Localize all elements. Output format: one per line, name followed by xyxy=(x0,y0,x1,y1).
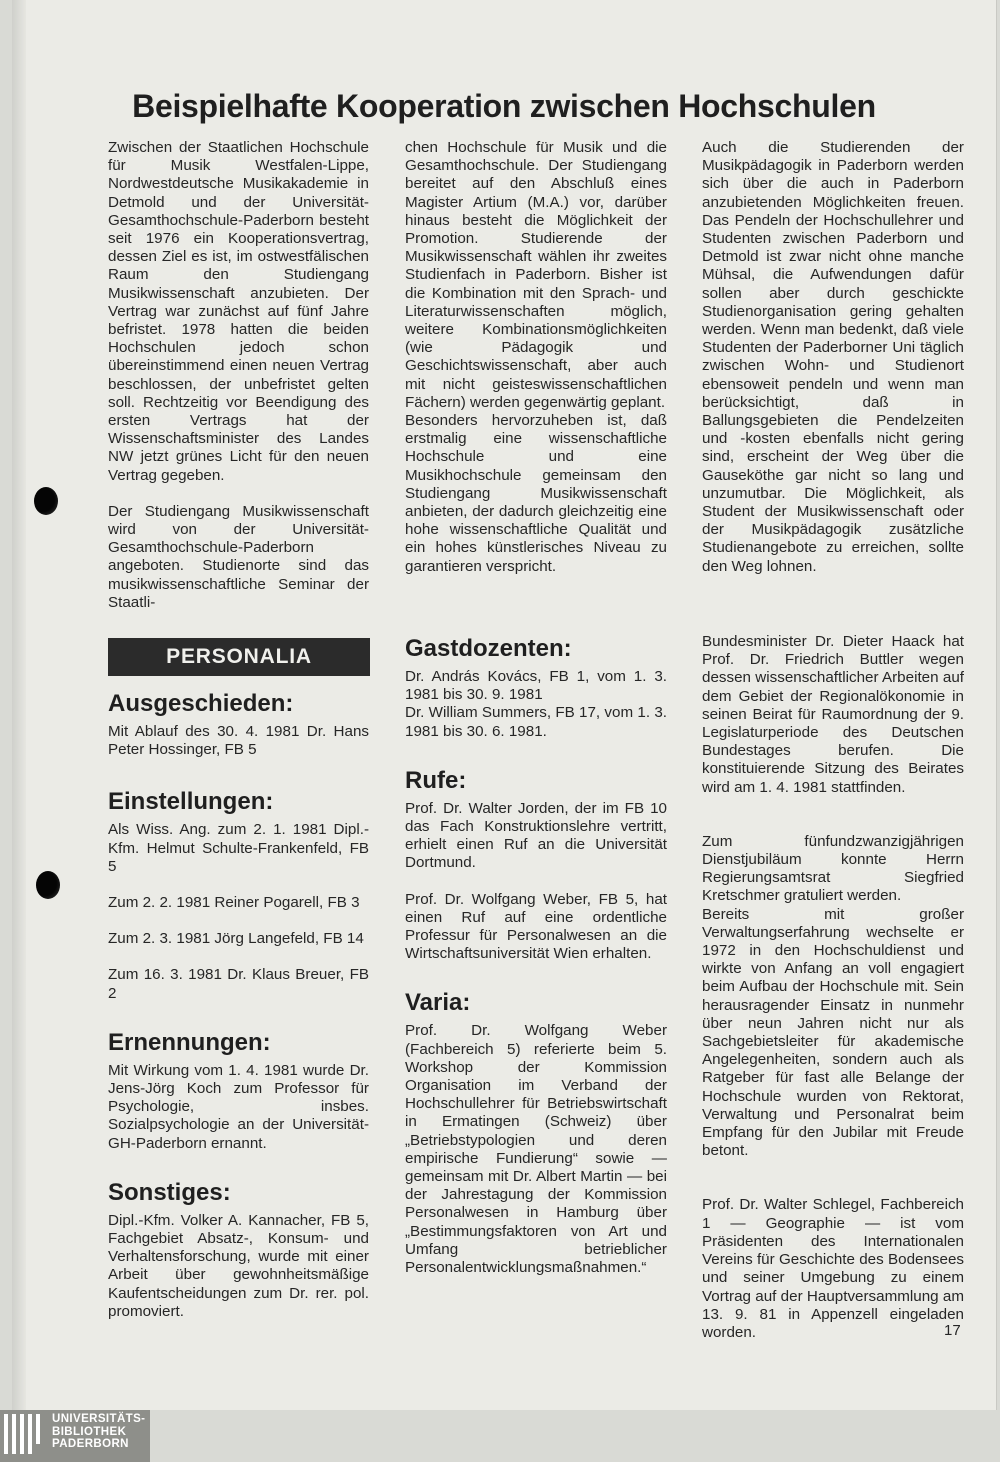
library-logo xyxy=(0,1410,1000,1462)
personalia-column-3 xyxy=(702,633,964,1342)
article-paragraph: chen Hochschule für Musik und die Gesamthochschule. Der Studiengang bereitet auf den Abschluß eines Magister Artium (M.A.) vor, darüber hinaus besteht die Möglichkeit der Promotion. Studierende der Musikwissenschaft wählen ihr zweites Studienfach in Paderborn. Bisher ist die Kombination mit den Sprach- und Literaturwissenschaften möglich, weitere Kombinationsmöglichkeiten (wie Pädagogik und Geschichtswissenschaft, aber auch mit nicht geisteswissenschaftlichen Fächern) werden gegenwärtig geplant. xyxy=(405,139,667,411)
personalia-paragraph: Prof. Dr. Walter Schlegel, Fachbereich 1 — Geographie — ist vom Präsidenten des Internationalen Vereins für Geschichte des Bodensees und seiner Umgebung zu einem Vortrag auf der Hauptversammlung am 13. 9. 81 in Appenzell eingeladen worden. xyxy=(702,1196,964,1341)
rufe-item: Prof. Dr. Walter Jorden, der im FB 10 das Fach Konstruktionslehre vertritt, erhielt einen Ruf an die Universität Dortmund. xyxy=(405,799,667,872)
section-heading-varia: Varia: xyxy=(405,989,471,1017)
library-logo-text xyxy=(52,1413,145,1451)
einstellungen-item: Als Wiss. Ang. zum 2. 1. 1981 Dipl.-Kfm. Helmut Schulte-Frankenfeld, FB 5 xyxy=(108,821,369,875)
article-paragraph: Besonders hervorzuheben ist, daß erstmalig eine wissenschaftliche Hochschule und eine Musikhochschule gemeinsam den Studiengang Musikwissenschaft anbieten, der dadurch gleichzeitig eine hohe wissenschaftliche Qualität und ein hohes künstlerisches Niveau zu garantieren verspricht. xyxy=(405,412,667,575)
punch-hole-icon xyxy=(36,871,60,899)
personalia-paragraph: Bundesminister Dr. Dieter Haack hat Prof. Dr. Friedrich Buttler wegen dessen wissenschaftlicher Arbeiten auf dem Gebiet der Regionalökonomie in seinen Beirat für Raumordnung der 9. Legislaturperiode des Deutschen Bundestages berufen. Die konstituierende Sitzung des Beirates wird am 1. 4. 1981 stattfinden. xyxy=(702,633,964,796)
section-heading-ausgeschieden: Ausgeschieden: xyxy=(108,690,294,717)
article-column-2 xyxy=(405,139,667,576)
gastdozenten-item: Dr. William Summers, FB 17, vom 1. 3. 1981 bis 30. 6. 1981. xyxy=(405,704,667,740)
punch-hole-icon xyxy=(34,487,58,515)
article-paragraph: Der Studiengang Musikwissenschaft wird von der Universität-Gesamthochschule-Paderborn angeboten. Studienorte sind das musikwissenschaftliche Seminar der Staatli- xyxy=(108,502,369,611)
library-logo-line: PADERBORN xyxy=(52,1438,129,1450)
article-title: Beispielhafte Kooperation zwischen Hochschulen xyxy=(132,88,876,124)
page-number: 17 xyxy=(944,1322,961,1339)
library-logo-bars-icon xyxy=(4,1414,40,1454)
personalia-column-1 xyxy=(108,690,369,1321)
ausgeschieden-text: Mit Ablauf des 30. 4. 1981 Dr. Hans Peter Hossinger, FB 5 xyxy=(108,723,369,759)
section-heading-ernennungen: Ernennungen: xyxy=(108,1028,271,1056)
einstellungen-item: Zum 2. 2. 1981 Reiner Pogarell, FB 3 xyxy=(108,894,360,912)
personalia-banner: PERSONALIA xyxy=(108,638,370,676)
einstellungen-item: Zum 2. 3. 1981 Jörg Langefeld, FB 14 xyxy=(108,930,364,948)
personalia-paragraph: Bereits mit großer Verwaltungserfahrung wechselte er 1972 in den Hochschuldienst und wirkte von Anfang an voll engagiert beim Aufbau der Hochschule mit. Sein herausragender Einsatz in nunmehr über neun Jahren nicht nur als Sachgebietsleiter für akademische Angelegenheiten, sondern auch als Ratgeber für fast alle Belange der Hochschule wurden von Rektorat, Verwaltung und Personalrat beim Empfang für den Jubilar mit Freude betont. xyxy=(702,905,964,1160)
ernennungen-text: Mit Wirkung vom 1. 4. 1981 wurde Dr. Jens-Jörg Koch zum Professor für Psychologie, insbes. Sozialpsychologie an der Universität-GH-Paderborn ernannt. xyxy=(108,1061,369,1152)
section-heading-gastdozenten: Gastdozenten: xyxy=(405,635,572,662)
article-paragraph: Auch die Studierenden der Musikpädagogik in Paderborn werden sich über die auch in Paderborn anzubietenden Möglichkeiten freuen. Das Pendeln der Hochschullehrer und Studenten zwischen Paderborn und Detmold ist zwar nicht ohne manche Mühsal, die Aufwendungen dafür sollen aber durch geschickte Studienorganisation gering gehalten werden. Wenn man bedenkt, daß viele Studenten der Paderborner Uni täglich zwischen Wohn- und Studienort ebensoweit pendeln und wenn man berücksichtigt, daß in Ballungsgebieten die Pendelzeiten und -kosten ebenfalls nicht gering sind, erscheint der Weg über die Gauseköthe gar nicht so lang und unzumutbar. Die Möglichkeit, als Student der Musikwissenschaft oder der Musikpädagogik zusätzliche Studienangebote zu erreichen, sollte den Weg lohnen. xyxy=(702,139,964,575)
article-paragraph: Zwischen der Staatlichen Hochschule für Musik Westfalen-Lippe, Nordwestdeutsche Musikakademie in Detmold und der Universität-Gesamthochschule-Paderborn besteht seit 1976 ein Kooperationsvertrag, dessen Ziel es ist, im ostwestfälischen Raum den Studiengang Musikwissenschaft anzubieten. Der Vertrag war zunächst auf fünf Jahre befristet. 1978 hatten die beiden Hochschulen jedoch schon übereinstimmend einen neuen Vertrag beschlossen, der unbefristet gelten soll. Rechtzeitig vor Beendigung des ersten Vertrags hat der Wissenschaftsminister des Landes NW jetzt grünes Licht für den neuen Vertrag gegeben. xyxy=(108,139,369,484)
section-heading-rufe: Rufe: xyxy=(405,766,467,794)
article-column-1 xyxy=(108,139,369,612)
einstellungen-item: Zum 16. 3. 1981 Dr. Klaus Breuer, FB 2 xyxy=(108,966,369,1002)
section-heading-sonstiges: Sonstiges: xyxy=(108,1178,231,1206)
varia-text: Prof. Dr. Wolfgang Weber (Fachbereich 5) referierte beim 5. Workshop der Kommission Organisation im Verband der Hochschullehrer für Betriebswirtschaft in Ermatingen (Schweiz) über „Betriebstypologien und deren empirische Fundierung“ sowie — gemeinsam mit Dr. Albert Martin — bei der Jahrestagung der Kommission Personalwesen in Hamburg über „Bestimmungsfaktoren von Art und Umfang betrieblicher Personalentwicklungsmaßnahmen.“ xyxy=(405,1022,667,1277)
personalia-paragraph: Zum fünfundzwanzigjährigen Dienstjubiläum konnte Herrn Regierungsamtsrat Siegfried Kretschmer gratuliert werden. xyxy=(702,832,964,905)
personalia-column-2 xyxy=(405,635,667,1277)
article-column-3 xyxy=(702,139,964,576)
library-logo-line: BIBLIOTHEK xyxy=(52,1425,127,1438)
section-heading-einstellungen: Einstellungen: xyxy=(108,788,274,816)
library-logo-line: UNIVERSITÄTS- xyxy=(52,1413,146,1425)
gastdozenten-item: Dr. András Kovács, FB 1, vom 1. 3. 1981 bis 30. 9. 1981 xyxy=(405,668,667,704)
sonstiges-text: Dipl.-Kfm. Volker A. Kannacher, FB 5, Fachgebiet Absatz-, Konsum- und Verhaltensforschung, wurde mit einer Arbeit über gewohnheitsmäßige Kaufentscheidungen zum Dr. rer. pol. promoviert. xyxy=(108,1211,369,1320)
rufe-item: Prof. Dr. Wolfgang Weber, FB 5, hat einen Ruf auf eine ordentliche Professur für Personalwesen an die Wirtschaftsuniversität Wien erhalten. xyxy=(405,890,667,963)
page-edge-shadow xyxy=(12,0,26,1410)
document-page xyxy=(12,0,997,1410)
